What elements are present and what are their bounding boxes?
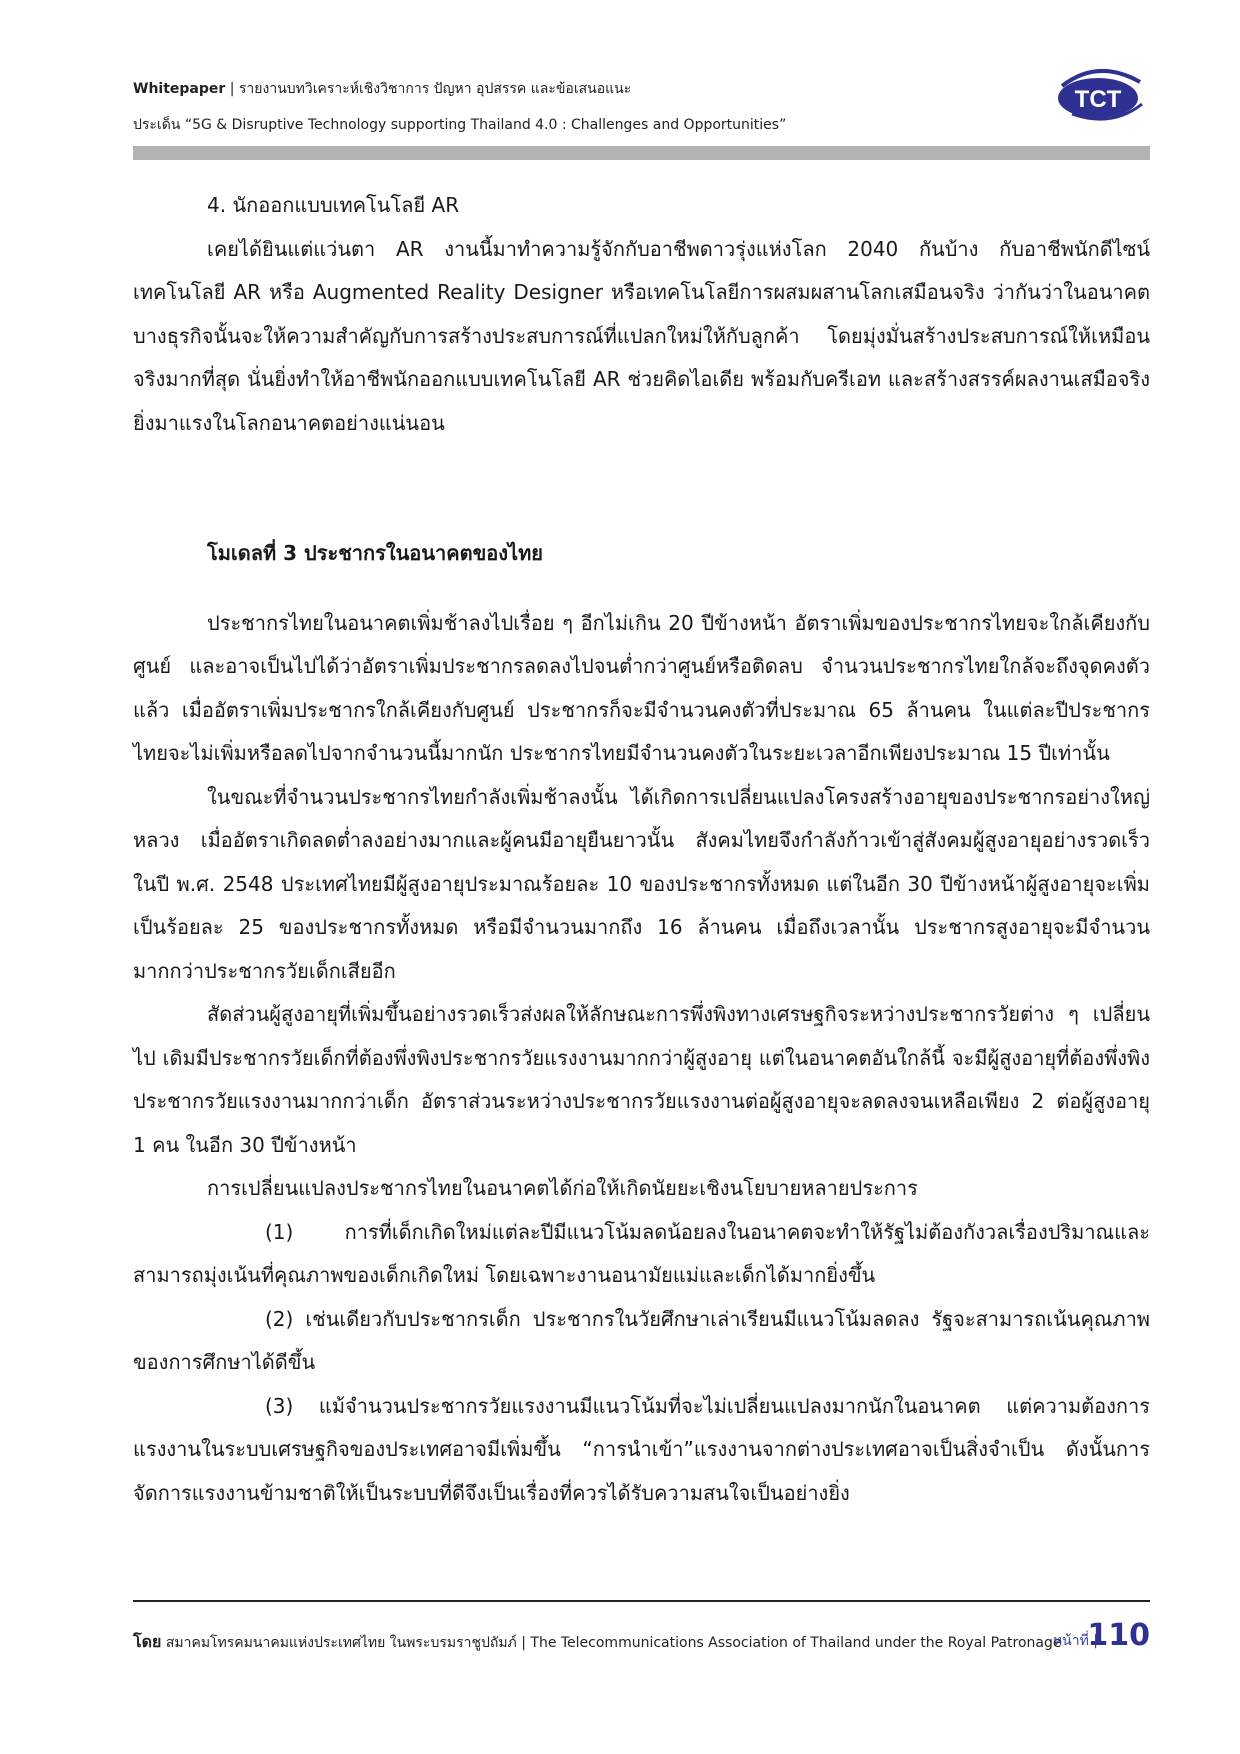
spacer	[133, 445, 1150, 532]
header-brand: Whitepaper	[133, 81, 226, 97]
header-title	[133, 78, 1033, 100]
page-label: หน้าที่ |	[1052, 1633, 1098, 1649]
page-number: 110	[1087, 1618, 1150, 1653]
header-subtitle: ประเด็น “5G & Disruptive Technology supporting Thailand 4.0 : Challenges and Opportunities”	[133, 117, 787, 133]
list-item: (3) แม้จำนวนประชากรวัยแรงงานมีแนวโน้มที่จะไม่เปลี่ยนแปลงมากนักในอนาคต แต่ความต้องการแรงงานในระบบเศรษฐกิจของประเทศอาจมีเพิ่มขึ้น “การนำเข้า”แรงงานจากต่างประเทศอาจเป็นสิ่งจำเป็น ดังนั้นการจัดการแรงงานข้ามชาติให้เป็นระบบที่ดีจึงเป็นเรื่องที่ควรได้รับความสนใจเป็นอย่างยิ่ง	[133, 1393, 1150, 1505]
section-heading: โมเดลที่ 3 ประชากรในอนาคตของไทย	[207, 541, 543, 565]
footer-org: สมาคมโทรคมนาคมแห่งประเทศไทย ในพระบรมราชูปถัมภ์ | The Telecommunications Association of Thailand under the Royal Patronage	[165, 1635, 1062, 1651]
section-title-ar-designer: 4. นักออกแบบเทคโนโลยี AR	[207, 193, 460, 217]
list-item: (2) เช่นเดียวกับประชากรเด็ก ประชากรในวัยศึกษาเล่าเรียนมีแนวโน้มลดลง รัฐจะสามารถเน้นคุณภาพของการศึกษาได้ดีขึ้น	[133, 1306, 1150, 1374]
header-divider	[133, 146, 1150, 160]
paragraph: ในขณะที่จำนวนประชากรไทยกำลังเพิ่มช้าลงนั้น ได้เกิดการเปลี่ยนแปลงโครงสร้างอายุของประชากรอย่างใหญ่หลวง เมื่ออัตราเกิดลดต่ำลงอย่างมากและผู้คนมีอายุยืนยาวนั้น สังคมไทยจึงกำลังก้าวเข้าสู่สังคมผู้สูงอายุอย่างรวดเร็ว ในปี พ.ศ. 2548 ประเทศไทยมีผู้สูงอายุประมาณร้อยละ 10 ของประชากรทั้งหมด แต่ในอีก 30 ปีข้างหน้าผู้สูงอายุจะเพิ่มเป็นร้อยละ 25 ของประชากรทั้งหมด หรือมีจำนวนมากถึง 16 ล้านคน เมื่อถึงเวลานั้น ประชากรสูงอายุจะมีจำนวนมากกว่าประชากรวัยเด็กเสียอีก	[133, 784, 1150, 983]
document-body	[133, 184, 1150, 1515]
header-report-title: | รายงานบทวิเคราะห์เชิงวิชาการ ปัญหา อุปสรรค และข้อเสนอแนะ	[229, 81, 632, 97]
paragraph: เคยได้ยินแต่แว่นตา AR งานนี้มาทำความรู้จักกับอาชีพดาวรุ่งแห่งโลก 2040 กันบ้าง กับอาชีพนักดีไซน์เทคโนโลยี AR หรือ Augmented Reality Designer หรือเทคโนโลยีการผสมผสานโลกเสมือนจริง ว่ากันว่าในอนาคตบางธุรกิจนั้นจะให้ความสำคัญกับการสร้างประสบการณ์ที่แปลกใหม่ให้กับลูกค้า โดยมุ่งมั่นสร้างประสบการณ์ให้เหมือนจริงมากที่สุด นั่นยิ่งทำให้อาชีพนักออกแบบเทคโนโลยี AR ช่วยคิดไอเดีย พร้อมกับครีเอท และสร้างสรรค์ผลงานเสมือจริง ยิ่งมาแรงในโลกอนาคตอย่างแน่นอน	[133, 236, 1150, 435]
footer	[133, 1618, 1150, 1668]
list-item: (1) การที่เด็กเกิดใหม่แต่ละปีมีแนวโน้มลดน้อยลงในอนาคตจะทำให้รัฐไม่ต้องกังวลเรื่องปริมาณและสามารถมุ่งเน้นที่คุณภาพของเด็กเกิดใหม่ โดยเฉพาะงานอนามัยแม่และเด็กได้มากยิ่งขึ้น	[133, 1219, 1150, 1287]
footer-divider	[133, 1600, 1150, 1602]
paragraph: ประชากรไทยในอนาคตเพิ่มช้าลงไปเรื่อย ๆ อีกไม่เกิน 20 ปีข้างหน้า อัตราเพิ่มของประชากรไทยจะใกล้เคียงกับศูนย์ และอาจเป็นไปได้ว่าอัตราเพิ่มประชากรลดลงไปจนต่ำกว่าศูนย์หรือติดลบ จำนวนประชากรไทยใกล้จะถึงจุดคงตัวแล้ว เมื่ออัตราเพิ่มประชากรใกล้เคียงกับศูนย์ ประชากรก็จะมีจำนวนคงตัวที่ประมาณ 65 ล้านคน ในแต่ละปีประชากรไทยจะไม่เพิ่มหรือลดไปจากจำนวนนี้มากนัก ประชากรไทยมีจำนวนคงตัวในระยะเวลาอีกเพียงประมาณ 15 ปีเท่านั้น	[133, 610, 1150, 765]
paragraph: สัดส่วนผู้สูงอายุที่เพิ่มขึ้นอย่างรวดเร็วส่งผลให้ลักษณะการพึ่งพิงทางเศรษฐกิจระหว่างประชากรวัยต่าง ๆ เปลี่ยนไป เดิมมีประชากรวัยเด็กที่ต้องพึ่งพิงประชากรวัยแรงงานมากกว่าผู้สูงอายุ แต่ในอนาคตอันใกล้นี้ จะมีผู้สูงอายุที่ต้องพึ่งพิงประชากรวัยแรงงานมากกว่าเด็ก อัตราส่วนระหว่างประชากรวัยแรงงานต่อผู้สูงอายุจะลดลงจนเหลือเพียง 2 ต่อผู้สูงอายุ 1 คน ในอีก 30 ปีข้างหน้า	[133, 1002, 1150, 1157]
footer-text	[133, 1630, 1061, 1655]
paragraph: การเปลี่ยนแปลงประชากรไทยในอนาคตได้ก่อให้เกิดนัยยะเชิงนโยบายหลายประการ	[207, 1176, 918, 1200]
spacer	[133, 576, 1150, 602]
footer-by: โดย	[133, 1632, 162, 1651]
tct-logo	[1052, 64, 1148, 124]
logo-text: TCT	[1074, 86, 1122, 113]
